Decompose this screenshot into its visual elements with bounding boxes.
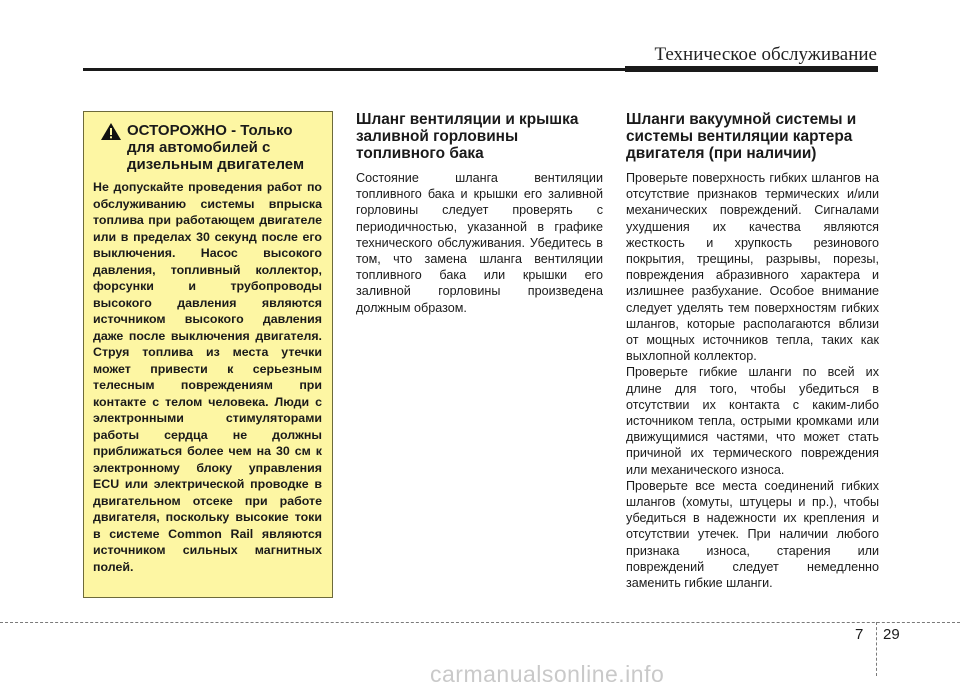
middle-section-title: Шланг вентиляции и крышка заливной горловины топливного бака [356, 111, 579, 162]
page-number: 29 [883, 626, 900, 643]
right-section-paragraph-3: Проверьте все места соединений гибких шлангов (хомуты, штуцеры и пр.), чтобы убедиться в надежности их крепления и отсутствии утечек. При наличии любого признака износа, старения или повреждений следует немедленно заменить гибкие шланги. [626, 478, 879, 591]
caution-heading [93, 122, 322, 173]
middle-section-paragraph: Состояние шланга вентиляции топливного бака и крышки его заливной горловины следует проверять с периодичностью, указанной в графике технического обслуживания. Убедитесь в том, что замена шланга вентиляции топливного бака или крышки его заливной горловины произведена должным образом. [356, 171, 603, 315]
watermark: carmanualsonline.info [430, 661, 665, 687]
right-section-paragraph-1: Проверьте поверхность гибких шлангов на отсутствие признаков термических и/или механических повреждений. Сигналами ухудшения их качества являются жесткость и хрупкость резинового покрытия, трещины, разрывы, порезы, повреждения абразивного характера и излишнее разбухание. Особое внимание следует уделять тем поверхностям гибких шлангов, которые располагаются вблизи от мощных источников тепла, таких как выхлопной коллектор. [626, 171, 879, 364]
page-section-title: Техническое обслуживание [654, 44, 877, 65]
page-number-divider [876, 622, 877, 676]
right-section-title: Шланги вакуумной системы и системы вентиляции картера двигателя (при наличии) [626, 111, 857, 162]
right-section-paragraph-2: Проверьте гибкие шланги по всей их длине для того, чтобы убедиться в отсутствии их контакта с каким-либо источником тепла, острыми кромками или движущимися частями, что может стать причиной их термического повреждения или механического износа. [626, 365, 879, 477]
warning-triangle-icon [100, 122, 122, 141]
caution-title: ОСТОРОЖНО - Только для автомобилей с дизельным двигателем [127, 122, 305, 173]
caution-box [83, 111, 333, 598]
footer-rule [0, 622, 960, 623]
middle-column [356, 111, 603, 316]
chapter-number: 7 [855, 626, 864, 643]
right-column [626, 111, 879, 591]
header-rule-accent [625, 66, 878, 72]
caution-body: Не допускайте проведения работ по обслуживанию системы впрыска топлива при работающем двигателе или в пределах 30 секунд после его выключения. Насос высокого давления, топливный коллектор, форсунки и трубопроводы высокого давления являются источником высокого давления даже после выключения двигателя. Струя топлива из места утечки может привести к серьезным телесным повреждениям при контакте с телом человека. Люди с электронными стимуляторами работы сердца не должны приближаться более чем на 30 см к электронному блоку управления ECU или электрической проводке в двигательном отсеке при работе двигателя, поскольку высокие токи в системе Common Rail являются источником сильных магнитных полей. [93, 180, 322, 574]
